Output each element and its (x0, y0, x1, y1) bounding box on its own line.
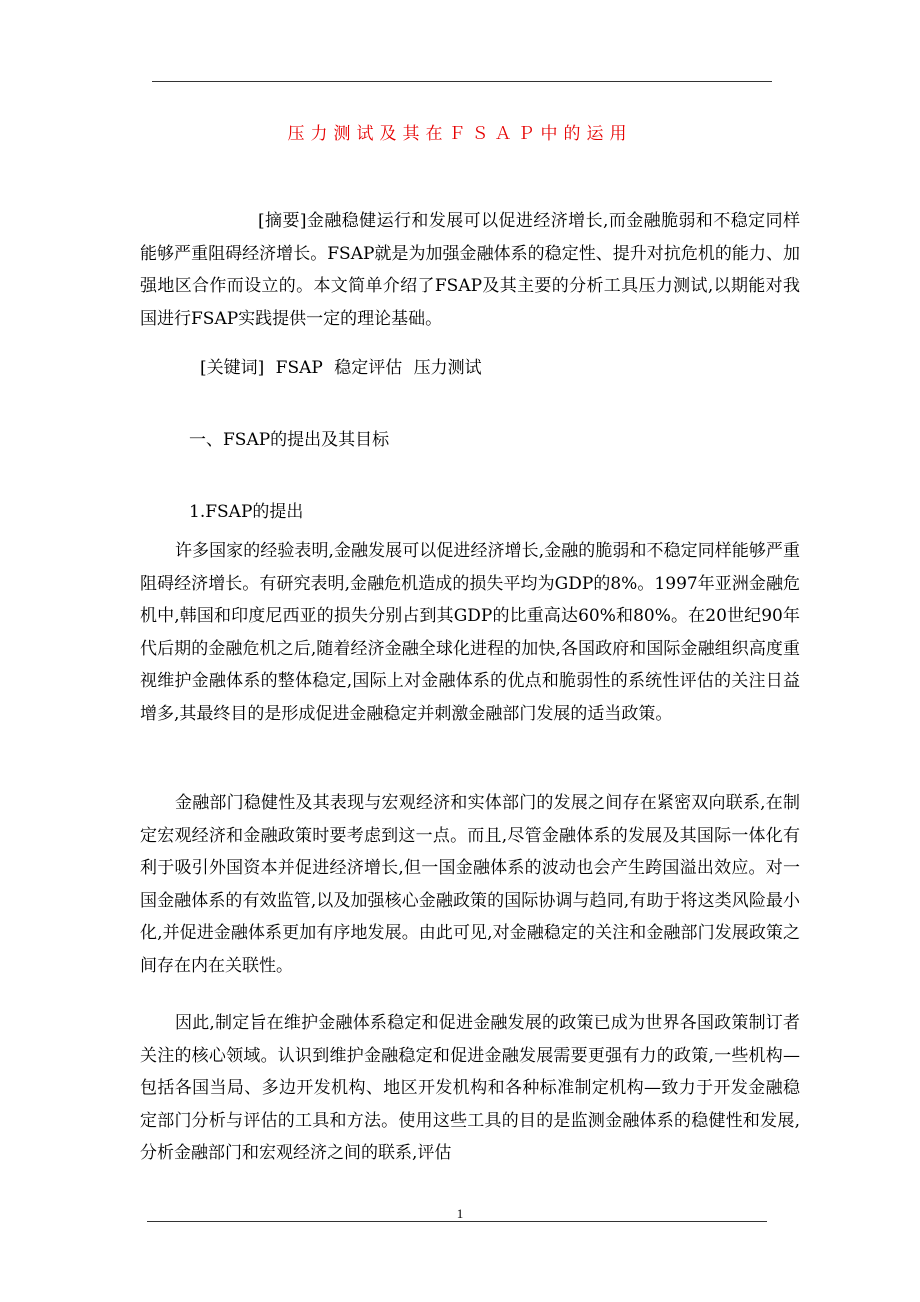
subsection-heading: 1.FSAP的提出 (189, 502, 304, 522)
subsection-heading-block (140, 496, 800, 529)
keywords-text: [关键词] FSAP 稳定评估 压力测试 (200, 358, 482, 378)
keywords-block (140, 352, 800, 385)
section-heading-block (140, 424, 800, 457)
page-number: 1 (456, 1206, 464, 1221)
document-title: 压力测试及其在ＦＳＡＰ中的运用 (287, 124, 633, 144)
abstract-block (140, 205, 800, 335)
paragraph-block-1 (140, 535, 800, 730)
section-heading: 一、FSAP的提出及其目标 (189, 430, 390, 450)
body-paragraph: 因此,制定旨在维护金融体系稳定和促进金融发展的政策已成为世界各国政策制订者关注的核心领域。认识到维护金融稳定和促进金融发展需要更强有力的政策,一些机构—包括各国当局、多边开发机构、地区开发机构和各种标准制定机构—致力于开发金融稳定部门分析与评估的工具和方法。使用这些工具的目的是监测金融体系的稳健性和发展,分析金融部门和宏观经济之间的联系,评估 (140, 1013, 800, 1163)
paragraph-block-3 (140, 1007, 800, 1170)
abstract-text: [摘要]金融稳健运行和发展可以促进经济增长,而金融脆弱和不稳定同样能够严重阻碍经济增长。FSAP就是为加强金融体系的稳定性、提升对抗危机的能力、加强地区合作而设立的。本文简单介绍了FSAP及其主要的分析工具压力测试,以期能对我国进行FSAP实践提供一定的理论基础。 (140, 211, 800, 329)
footer-rule (147, 1221, 767, 1222)
body-paragraph: 金融部门稳健性及其表现与宏观经济和实体部门的发展之间存在紧密双向联系,在制定宏观经济和金融政策时要考虑到这一点。而且,尽管金融体系的发展及其国际一体化有利于吸引外国资本并促进经济增长,但一国金融体系的波动也会产生跨国溢出效应。对一国金融体系的有效监管,以及加强核心金融政策的国际协调与趋同,有助于将这类风险最小化,并促进金融体系更加有序地发展。由此可见,对金融稳定的关注和金融部门发展政策之间存在内在关联性。 (140, 793, 800, 976)
paragraph-block-2 (140, 787, 800, 982)
body-paragraph: 许多国家的经验表明,金融发展可以促进经济增长,金融的脆弱和不稳定同样能够严重阻碍经济增长。有研究表明,金融危机造成的损失平均为GDP的8%。1997年亚洲金融危机中,韩国和印度尼西亚的损失分别占到其GDP的比重高达60%和80%。在20世纪90年代后期的金融危机之后,随着经济金融全球化进程的加快,各国政府和国际金融组织高度重视维护金融体系的整体稳定,国际上对金融体系的优点和脆弱性的系统性评估的关注日益增多,其最终目的是形成促进金融稳定并刺激金融部门发展的适当政策。 (140, 541, 800, 724)
header-rule (152, 81, 772, 82)
